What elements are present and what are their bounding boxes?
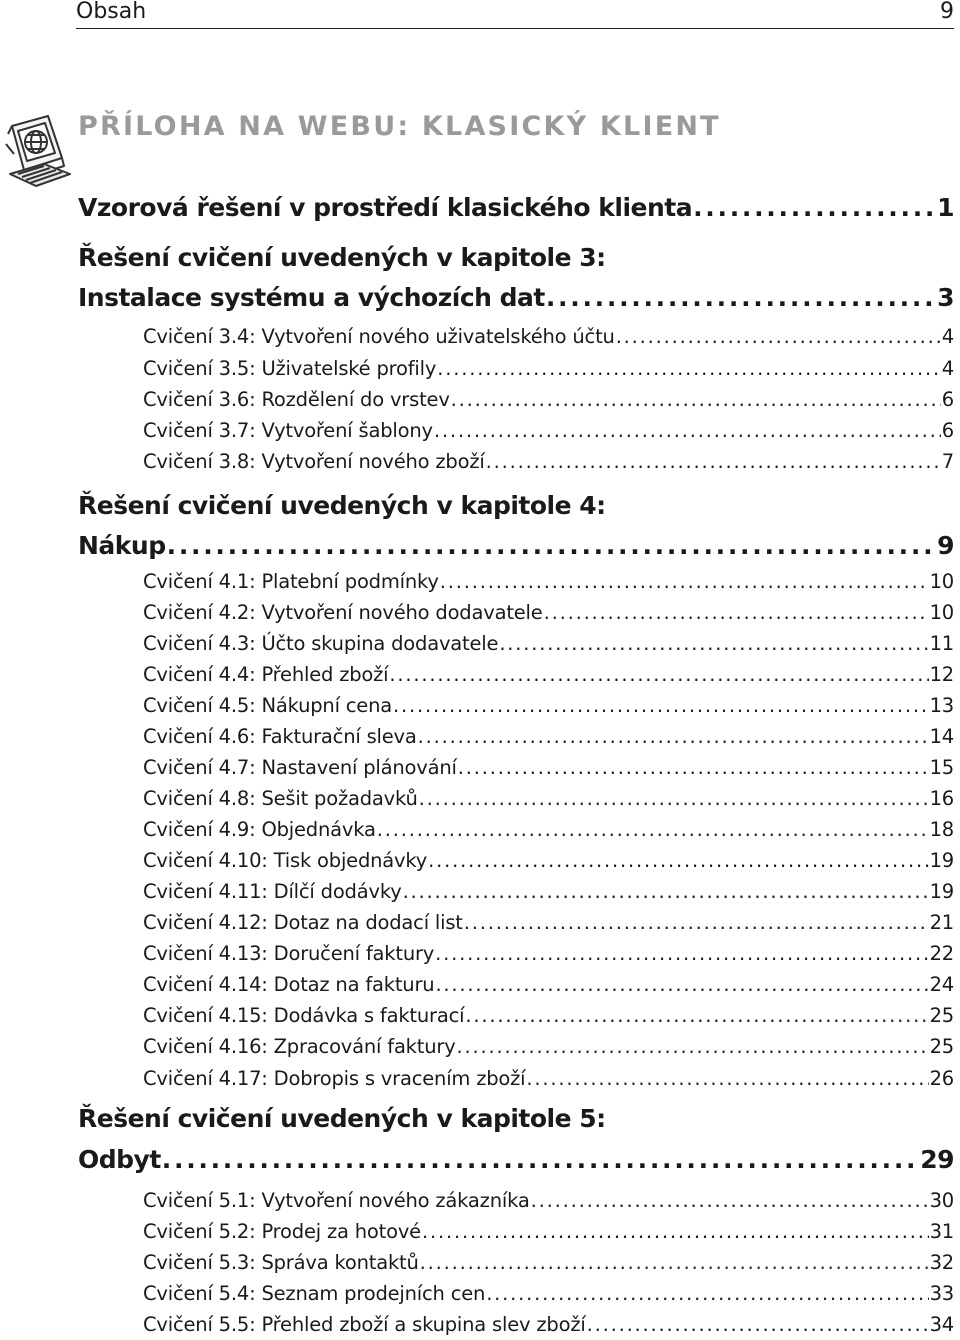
toc-entry-title: Instalace systému a výchozích dat [78,283,545,312]
toc-entry-title: Cvičení 3.5: Uživatelské profily [143,357,437,380]
toc-entry-page-number: 9 [937,531,954,560]
dot-leader [464,908,929,938]
dot-leader [526,1064,928,1094]
toc-exercise-entry[interactable] [143,877,954,907]
toc-exercise-entry[interactable] [143,660,954,690]
dot-leader [486,1279,928,1309]
toc-entry-page-number: 34 [929,1313,954,1336]
toc-exercise-entry[interactable] [143,1217,954,1247]
toc-entry-page-number: 30 [929,1189,954,1212]
toc-entry-page-number: 25 [929,1035,954,1058]
toc-exercise-entry[interactable] [143,598,954,628]
toc-entry-title: Cvičení 4.5: Nákupní cena [143,694,393,717]
toc-entry-title: Cvičení 4.2: Vytvoření nového dodavatele [143,601,543,624]
dot-leader [437,354,941,384]
toc-entry-title: Cvičení 5.4: Seznam prodejních cen [143,1282,486,1305]
toc-entry-title: Vzorová řešení v prostředí klasického klienta [78,193,693,222]
toc-chapter-entry[interactable] [78,190,954,226]
dot-leader [434,416,941,446]
toc-chapter-entry[interactable] [78,528,954,564]
toc-entry-title: Cvičení 3.8: Vytvoření nového zboží [143,450,485,473]
toc-entry-page-number: 24 [929,973,954,996]
dot-leader [403,877,929,907]
toc-entry-title: Cvičení 5.5: Přehled zboží a skupina slev zboží [143,1313,586,1336]
dot-leader [162,1142,919,1178]
toc-chapter-entry[interactable] [78,1142,954,1178]
toc-entry-title: Cvičení 4.3: Účto skupina dodavatele [143,632,499,655]
toc-exercise-entry[interactable] [143,567,954,597]
toc-exercise-entry[interactable] [143,908,954,938]
toc-entry-page-number: 29 [920,1145,954,1174]
dot-leader [544,598,929,628]
toc-entry-page-number: 7 [941,450,954,473]
toc-entry-title: Cvičení 4.16: Zpracování faktury [143,1035,456,1058]
toc-entry-page-number: 15 [929,756,954,779]
toc-exercise-entry[interactable] [143,322,954,352]
toc-entry-title: Cvičení 4.1: Platební podmínky [143,570,439,593]
toc-exercise-entry[interactable] [143,970,954,1000]
toc-entry-title: Cvičení 3.6: Rozdělení do vrstev [143,388,450,411]
toc-entry-title: Cvičení 3.4: Vytvoření nového uživatelského účtu [143,325,615,348]
toc-entry-page-number: 11 [929,632,954,655]
toc-entry-page-number: 4 [941,325,954,348]
toc-entry-page-number: 12 [929,663,954,686]
dot-leader [465,1001,928,1031]
dot-leader [419,784,929,814]
toc-entry-page-number: 10 [929,601,954,624]
dot-leader [389,660,928,690]
toc-entry-title: Odbyt [78,1145,161,1174]
toc-entry-page-number: 19 [929,880,954,903]
dot-leader [420,1248,929,1278]
toc-chapter-heading: Řešení cvičení uvedených v kapitole 4: [78,491,606,520]
appendix-title: PŘÍLOHA NA WEBU: KLASICKÝ KLIENT [78,111,721,142]
toc-entry-page-number: 10 [929,570,954,593]
dot-leader [167,528,936,564]
toc-exercise-entry[interactable] [143,1310,954,1340]
dot-leader [546,280,936,316]
toc-entry-title: Cvičení 4.6: Fakturační sleva [143,725,417,748]
toc-entry-title: Cvičení 5.3: Správa kontaktů [143,1251,419,1274]
toc-exercise-entry[interactable] [143,354,954,384]
toc-chapter-entry[interactable] [78,280,954,316]
toc-entry-page-number: 33 [929,1282,954,1305]
toc-exercise-entry[interactable] [143,1248,954,1278]
dot-leader [616,322,941,352]
dot-leader [440,567,929,597]
toc-exercise-entry[interactable] [143,722,954,752]
toc-entry-page-number: 16 [929,787,954,810]
toc-exercise-entry[interactable] [143,691,954,721]
toc-entry-title: Cvičení 4.8: Sešit požadavků [143,787,418,810]
toc-exercise-entry[interactable] [143,846,954,876]
dot-leader [587,1310,929,1340]
toc-chapter-heading: Řešení cvičení uvedených v kapitole 3: [78,243,606,272]
toc-entry-page-number: 13 [929,694,954,717]
toc-entry-page-number: 21 [929,911,954,934]
dot-leader [418,722,929,752]
toc-entry-title: Cvičení 4.14: Dotaz na fakturu [143,973,435,996]
toc-exercise-entry[interactable] [143,416,954,446]
toc-entry-title: Nákup [78,531,166,560]
toc-entry-page-number: 6 [941,388,954,411]
toc-entry-title: Cvičení 4.10: Tisk objednávky [143,849,428,872]
toc-exercise-entry[interactable] [143,1064,954,1094]
toc-entry-title: Cvičení 4.11: Dílčí dodávky [143,880,402,903]
toc-entry-page-number: 22 [929,942,954,965]
dot-leader [499,629,928,659]
dot-leader [693,190,936,226]
dot-leader [435,970,928,1000]
toc-exercise-entry[interactable] [143,784,954,814]
running-header-title: Obsah [76,0,147,24]
toc-chapter-heading: Řešení cvičení uvedených v kapitole 5: [78,1104,606,1133]
toc-entry-title: Cvičení 4.9: Objednávka [143,818,376,841]
toc-entry-title: Cvičení 5.2: Prodej za hotové [143,1220,421,1243]
toc-exercise-entry[interactable] [143,815,954,845]
toc-entry-page-number: 26 [929,1067,954,1090]
toc-exercise-entry[interactable] [143,1279,954,1309]
dot-leader [531,1186,929,1216]
toc-entry-page-number: 19 [929,849,954,872]
dot-leader [457,1032,929,1062]
toc-entry-page-number: 1 [937,193,954,222]
toc-exercise-entry[interactable] [143,385,954,415]
toc-entry-title: Cvičení 4.15: Dodávka s fakturací [143,1004,465,1027]
toc-entry-title: Cvičení 5.1: Vytvoření nového zákazníka [143,1189,530,1212]
toc-entry-page-number: 32 [929,1251,954,1274]
toc-exercise-entry[interactable] [143,753,954,783]
toc-entry-page-number: 25 [929,1004,954,1027]
toc-exercise-entry[interactable] [143,447,954,477]
toc-exercise-entry[interactable] [143,1001,954,1031]
dot-leader [458,753,929,783]
toc-entry-title: Cvičení 4.17: Dobropis s vracením zboží [143,1067,526,1090]
toc-entry-page-number: 18 [929,818,954,841]
toc-entry-page-number: 31 [929,1220,954,1243]
dot-leader [435,939,928,969]
dot-leader [393,691,929,721]
toc-exercise-entry[interactable] [143,1032,954,1062]
dot-leader [428,846,928,876]
toc-entry-title: Cvičení 4.12: Dotaz na dodací list [143,911,463,934]
toc-entry-page-number: 14 [929,725,954,748]
toc-entry-title: Cvičení 4.4: Přehled zboží [143,663,389,686]
toc-exercise-entry[interactable] [143,939,954,969]
dot-leader [486,447,941,477]
dot-leader [451,385,941,415]
toc-exercise-entry[interactable] [143,1186,954,1216]
toc-entry-page-number: 3 [937,283,954,312]
toc-entry-title: Cvičení 4.13: Doručení faktury [143,942,435,965]
toc-entry-page-number: 6 [941,419,954,442]
running-header-page-number: 9 [940,0,954,24]
toc-entry-title: Cvičení 3.7: Vytvoření šablony [143,419,433,442]
dot-leader [377,815,929,845]
toc-entry-title: Cvičení 4.7: Nastavení plánování [143,756,457,779]
dot-leader [422,1217,929,1247]
toc-entry-page-number: 4 [941,357,954,380]
toc-exercise-entry[interactable] [143,629,954,659]
